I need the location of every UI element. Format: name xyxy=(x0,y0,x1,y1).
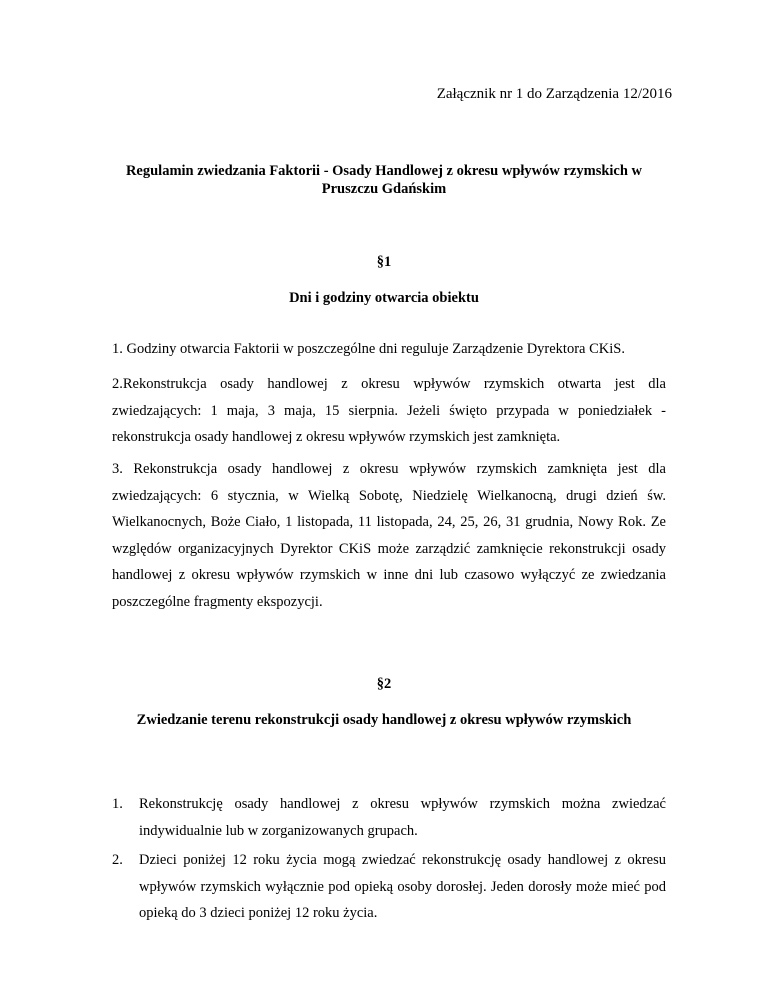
list-item-number: 1. xyxy=(112,796,123,812)
section-1-paragraph-2: 2.Rekonstrukcja osady handlowej z okresu wpływów rzymskich otwarta jest dla zwiedzających: 1 maja, 3 maja, 15 sierpnia. Jeżeli święto przypada w poniedziałek - rekonstrukcja osady handlowej z okresu wpływów rzymskich jest zamknięta. xyxy=(112,376,666,445)
section-1-paragraph-3: 3. Rekonstrukcja osady handlowej z okresu wpływów rzymskich zamknięta jest dla zwiedzających: 6 stycznia, w Wielką Sobotę, Niedzielę Wielkanocną, drugi dzień św. Wielkanocnych, Boże Ciało, 1 listopada, 11 listopada, 24, 25, 26, 31 grudnia, Nowy Rok. Ze względów organizacyjnych Dyrektor CKiS może zarządzić zamknięcie rekonstrukcji osady handlowej z okresu wpływów rzymskich w inne dni lub czasowo wyłączyć ze zwiedzania poszczególne fragmenty ekspozycji. xyxy=(112,461,666,610)
document-title-line-1: Regulamin zwiedzania Faktorii - Osady Handlowej z okresu wpływów rzymskich w xyxy=(125,163,643,179)
section-2-list xyxy=(112,791,666,930)
document-title-line-2: Pruszczu Gdańskim xyxy=(321,181,447,197)
list-item xyxy=(112,791,666,844)
section-2-heading: Zwiedzanie terenu rekonstrukcji osady handlowej z okresu wpływów rzymskich xyxy=(136,712,632,728)
section-1-number: §1 xyxy=(376,254,392,270)
list-item-text: Rekonstrukcję osady handlowej z okresu wpływów rzymskich można zwiedzać indywidualnie lub w zorganizowanych grupach. xyxy=(139,796,666,839)
annex-reference: Załącznik nr 1 do Zarządzenia 12/2016 xyxy=(436,86,672,102)
section-1-paragraph-1: 1. Godziny otwarcia Faktorii w poszczególne dni reguluje Zarządzenie Dyrektora CKiS. xyxy=(112,341,625,357)
section-2-number: §2 xyxy=(376,676,392,692)
list-item-number: 2. xyxy=(112,852,123,868)
document-title xyxy=(0,162,768,198)
list-item-text: Dzieci poniżej 12 roku życia mogą zwiedzać rekonstrukcję osady handlowej z okresu wpływów rzymskich wyłącznie pod opieką osoby dorosłej. Jeden dorosły może mieć pod opieką do 3 dzieci poniżej 12 roku życia. xyxy=(139,852,666,921)
list-item xyxy=(112,847,666,927)
section-1-heading: Dni i godziny otwarcia obiektu xyxy=(289,290,479,306)
